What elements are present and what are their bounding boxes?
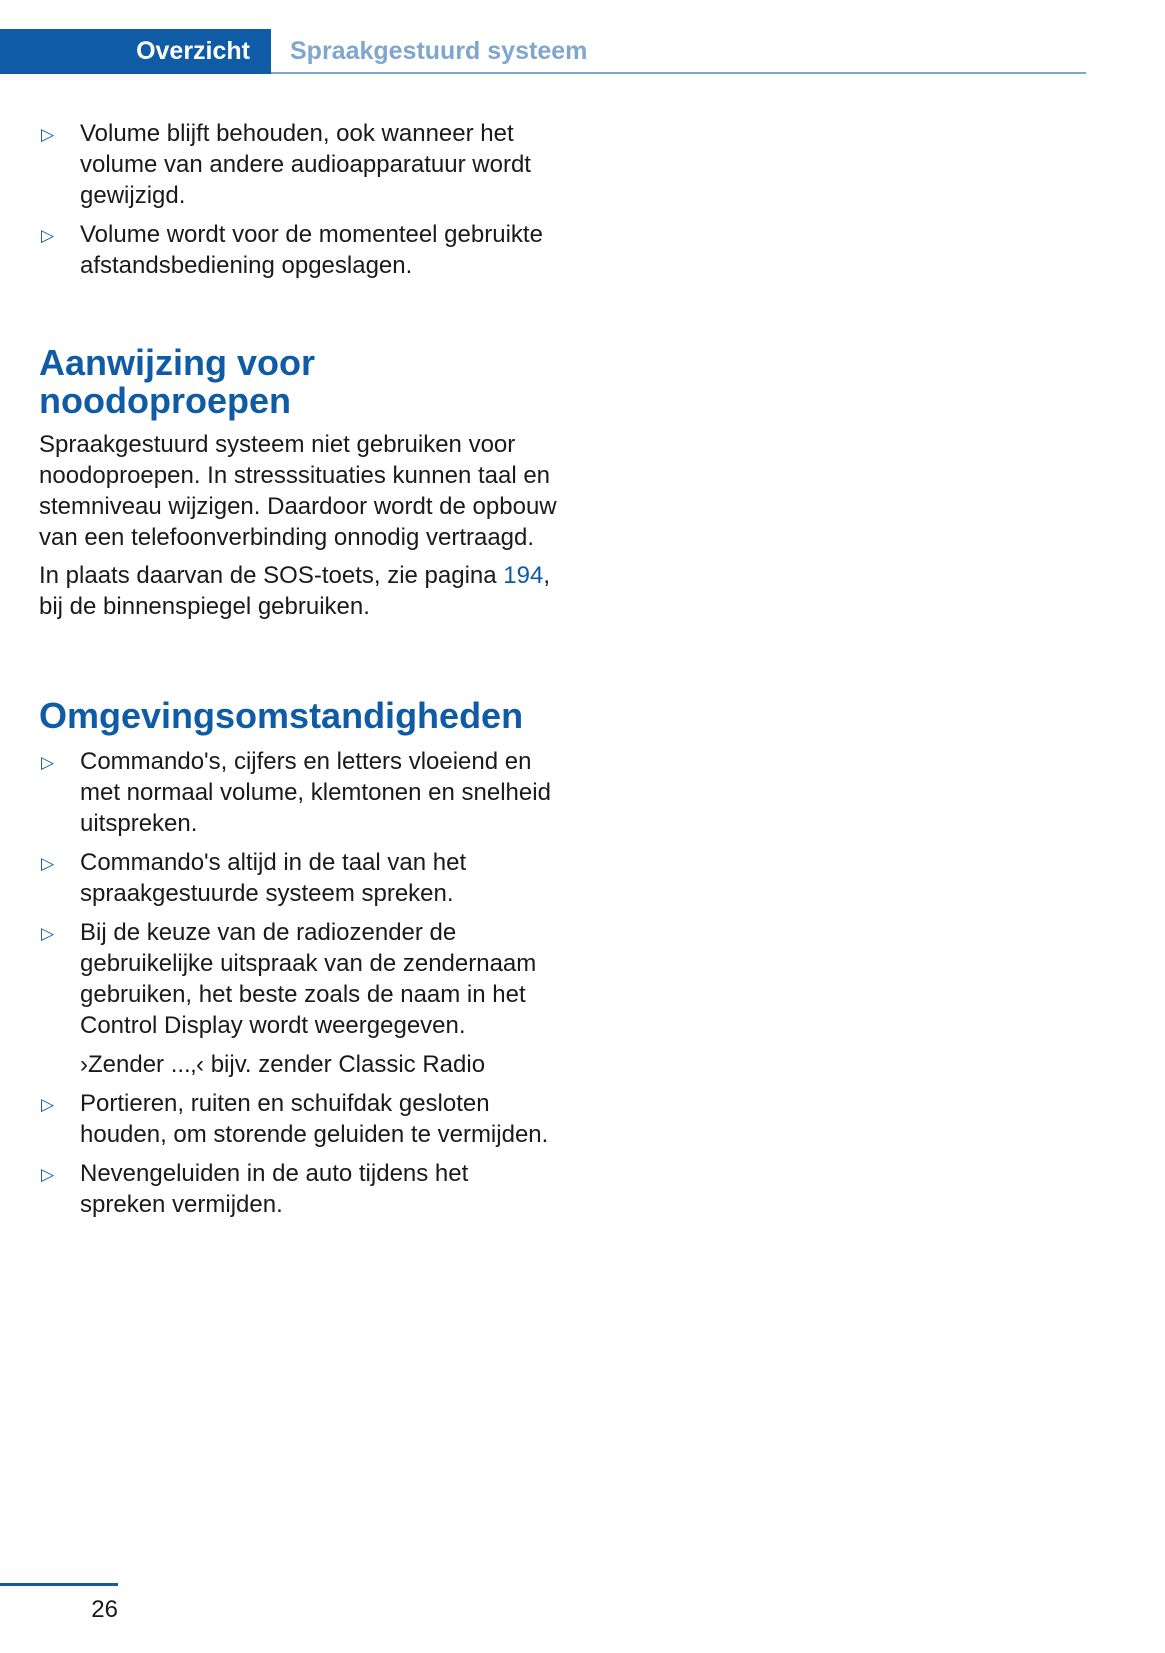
header-rule <box>271 72 1086 74</box>
voice-command-example: ›Zender ...‚‹ bijv. zender Classic Radio <box>80 1051 486 1078</box>
environment-section <box>39 697 559 1228</box>
page-number: 26 <box>91 1596 118 1623</box>
emergency-heading <box>39 344 559 420</box>
intro-list-block <box>39 118 559 289</box>
bullet-triangle-icon: ▷ <box>41 753 55 772</box>
chapter-title: Spraakgestuurd systeem <box>290 37 588 65</box>
list-item <box>39 746 559 839</box>
intro-list <box>39 118 559 281</box>
list-item-text: Commando's altijd in de taal van het spraakgestuurde systeem spreken. <box>80 849 467 907</box>
list-item <box>39 219 559 281</box>
bullet-triangle-icon: ▷ <box>41 854 55 873</box>
list-item <box>39 118 559 211</box>
footer-rule <box>0 1583 118 1586</box>
environment-heading: Omgevingsomstandigheden <box>39 695 524 736</box>
section-tab[interactable]: Overzicht <box>0 29 271 74</box>
emergency-paragraph-1: Spraakgestuurd systeem niet gebruiken voor noodoproepen. In stresssituaties kunnen taal en stemniveau wijzigen. Daardoor wordt de opbouw van een telefoonverbinding onnodig vertraagd. <box>39 431 557 551</box>
emergency-paragraph-2 <box>39 560 559 622</box>
bullet-triangle-icon: ▷ <box>41 924 55 943</box>
list-item-text: Volume blijft behouden, ook wanneer het volume van andere audioapparatuur wordt gewijzigd. <box>80 120 531 209</box>
list-item-text: Nevengeluiden in de auto tijdens het spreken vermijden. <box>80 1160 469 1218</box>
list-item-text: Bij de keuze van de radiozender de gebruikelijke uitspraak van de zendernaam gebruiken, het beste zoals de naam in het Control Display wordt weergegeven. <box>80 919 537 1039</box>
emergency-section <box>39 344 559 629</box>
environment-list-continued <box>39 1088 559 1220</box>
emergency-paragraph-2-before: In plaats daarvan de SOS-toets, zie pagina <box>39 562 504 589</box>
list-item <box>39 1158 559 1220</box>
emergency-heading-line2: noodoproepen <box>39 380 291 421</box>
list-item-text: Portieren, ruiten en schuifdak gesloten houden, om storende geluiden te vermijden. <box>80 1090 549 1148</box>
bullet-triangle-icon: ▷ <box>41 1095 55 1114</box>
bullet-triangle-icon: ▷ <box>41 226 55 245</box>
list-item <box>39 1088 559 1150</box>
bullet-triangle-icon: ▷ <box>41 1165 55 1184</box>
list-item <box>39 917 559 1041</box>
emergency-paragraph-2-after: , bij de binnenspiegel gebruiken. <box>39 562 551 620</box>
bullet-triangle-icon: ▷ <box>41 125 55 144</box>
emergency-heading-line1: Aanwijzing voor <box>39 342 316 383</box>
environment-list <box>39 746 559 1041</box>
list-item <box>39 847 559 909</box>
page-194-link[interactable]: 194 <box>503 562 544 589</box>
list-item-text: Commando's, cijfers en letters vloeiend en met normaal volume, klemtonen en snelheid uitspreken. <box>80 748 551 837</box>
list-item-text: Volume wordt voor de momenteel gebruikte afstandsbediening opgeslagen. <box>80 221 543 279</box>
